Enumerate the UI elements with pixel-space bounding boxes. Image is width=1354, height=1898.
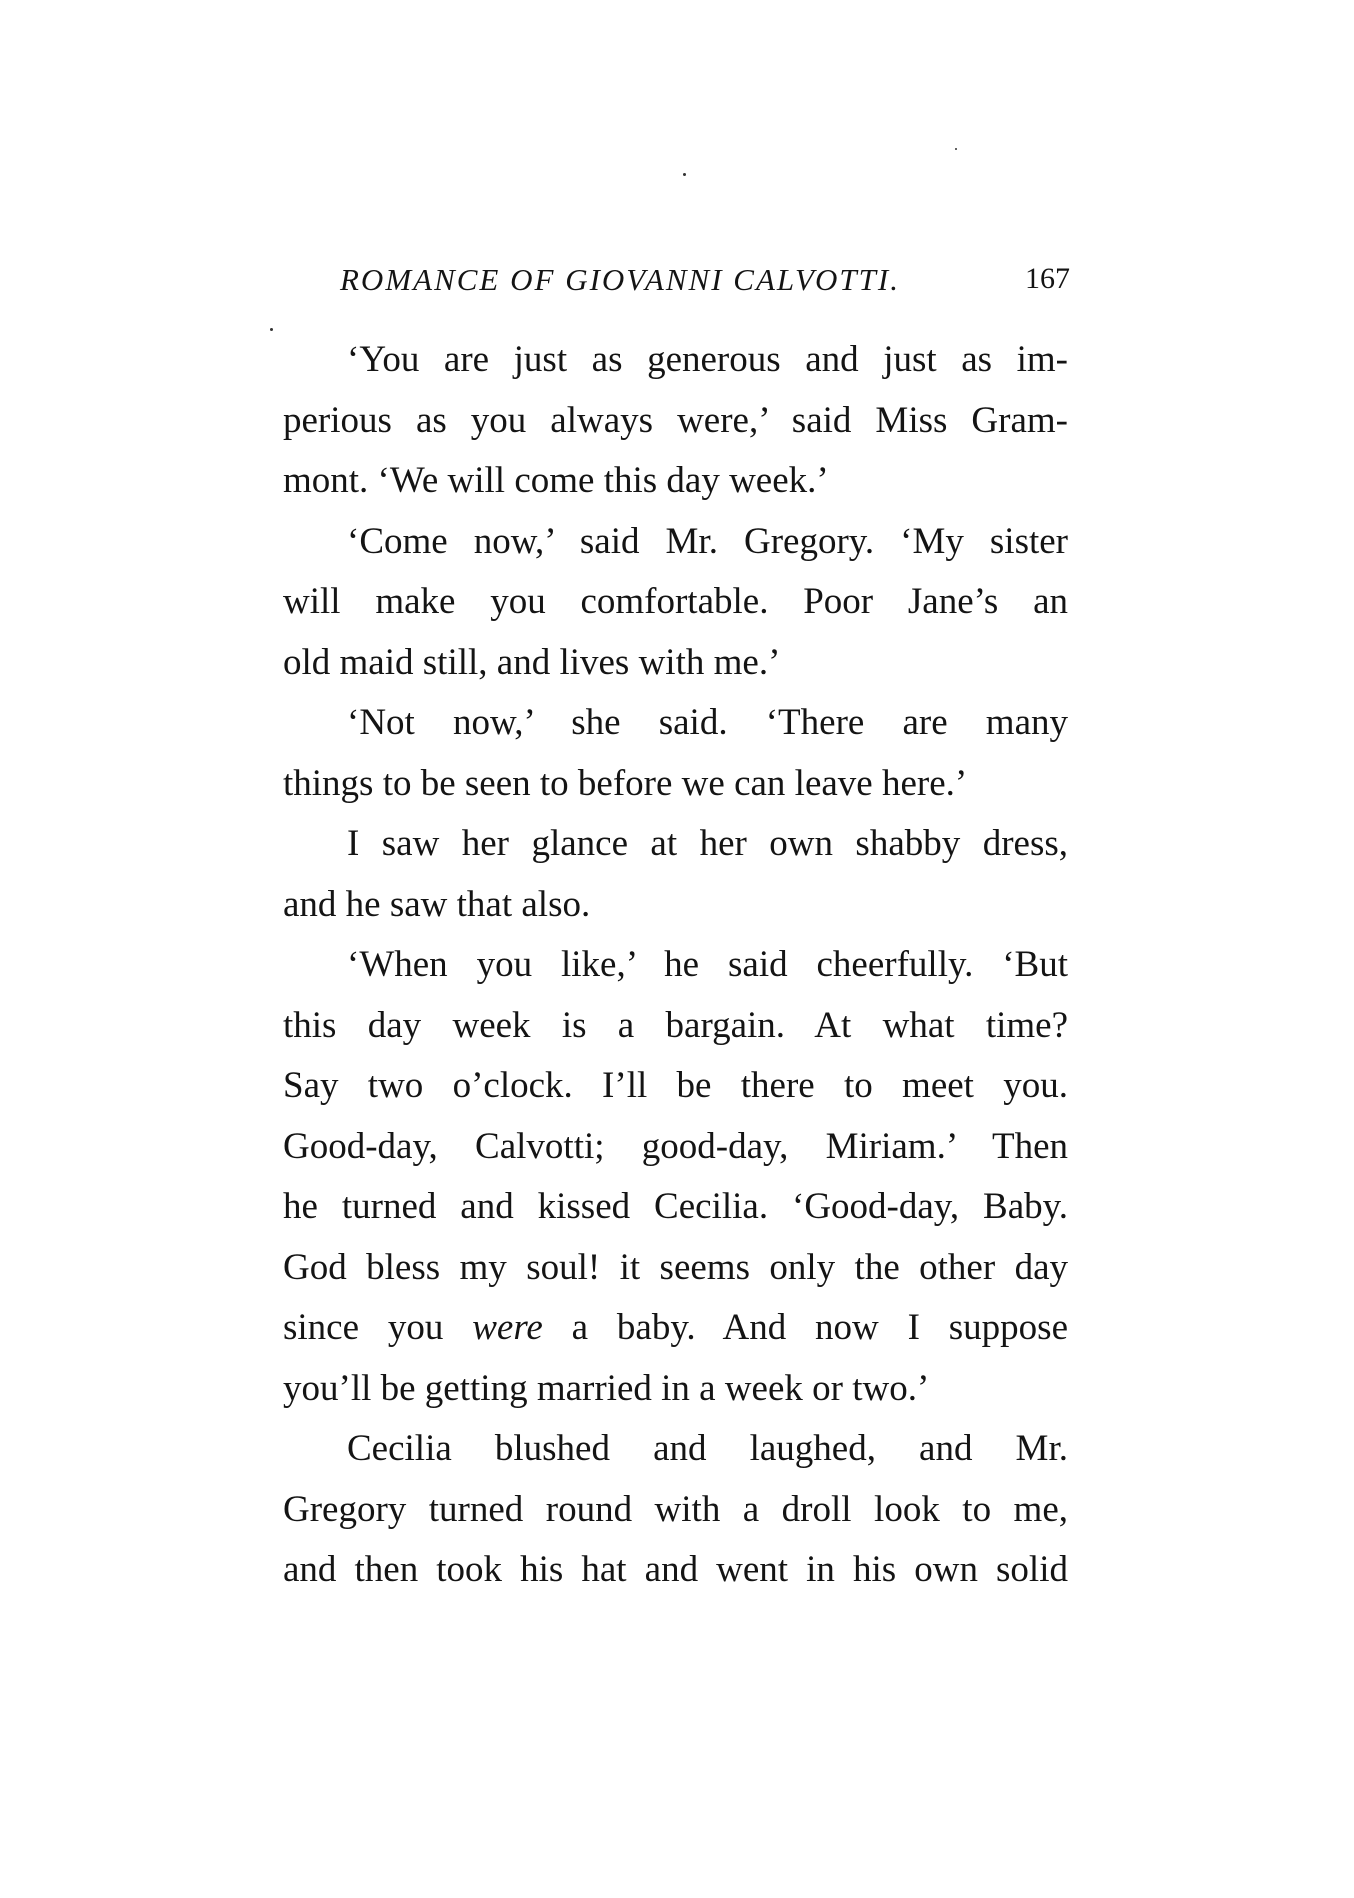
text-line: I saw her glance at her own shabby dress, bbox=[347, 823, 1068, 864]
text-line: Cecilia blushed and laughed, and Mr. bbox=[347, 1428, 1068, 1469]
text-line: ‘Come now,’ said Mr. Gregory. ‘My sister bbox=[347, 520, 1068, 562]
text-line: ‘You are just as generous and just as im- bbox=[347, 339, 1068, 380]
text-line: Good-day, Calvotti; good-day, Miriam.’ Then bbox=[283, 1125, 1068, 1167]
text-line: mont. ‘We will come this day week.’ bbox=[283, 460, 829, 501]
paragraph bbox=[283, 1419, 1068, 1601]
text-line: he turned and kissed Cecilia. ‘Good-day, Baby. bbox=[283, 1186, 1068, 1227]
text-line: since you were a baby. And now I suppose bbox=[283, 1307, 1068, 1348]
paragraph bbox=[283, 330, 1068, 512]
text-line: and he saw that also. bbox=[283, 883, 591, 925]
text-line: Gregory turned round with a droll look to me, bbox=[283, 1488, 1068, 1530]
print-speck bbox=[955, 148, 957, 150]
paragraph bbox=[283, 814, 1068, 935]
paragraph bbox=[283, 512, 1068, 694]
running-header bbox=[340, 262, 1070, 306]
running-title: ROMANCE OF GIOVANNI CALVOTTI. bbox=[340, 262, 900, 297]
print-speck bbox=[270, 328, 273, 331]
text-line: God bless my soul! it seems only the other day bbox=[283, 1246, 1068, 1288]
paragraph bbox=[283, 935, 1068, 1419]
text-line: ‘When you like,’ he said cheerfully. ‘But bbox=[347, 944, 1068, 985]
text-line: will make you comfortable. Poor Jane’s an bbox=[283, 581, 1068, 622]
text-line: things to be seen to before we can leave here.’ bbox=[283, 762, 968, 804]
text-line: Say two o’clock. I’ll be there to meet you. bbox=[283, 1065, 1068, 1106]
emphasis: were bbox=[472, 1307, 543, 1348]
body-text bbox=[283, 330, 1068, 1601]
text-line: this day week is a bargain. At what time? bbox=[283, 1004, 1068, 1046]
text-line: old maid still, and lives with me.’ bbox=[283, 641, 781, 683]
paragraph bbox=[283, 693, 1068, 814]
text-line: ‘Not now,’ she said. ‘There are many bbox=[347, 702, 1068, 743]
text-line: perious as you always were,’ said Miss Gram- bbox=[283, 399, 1068, 441]
text-line: you’ll be getting married in a week or two.’ bbox=[283, 1367, 930, 1409]
page-number: 167 bbox=[1025, 262, 1070, 295]
print-speck bbox=[683, 173, 686, 176]
text-line: and then took his hat and went in his own solid bbox=[283, 1549, 1068, 1590]
